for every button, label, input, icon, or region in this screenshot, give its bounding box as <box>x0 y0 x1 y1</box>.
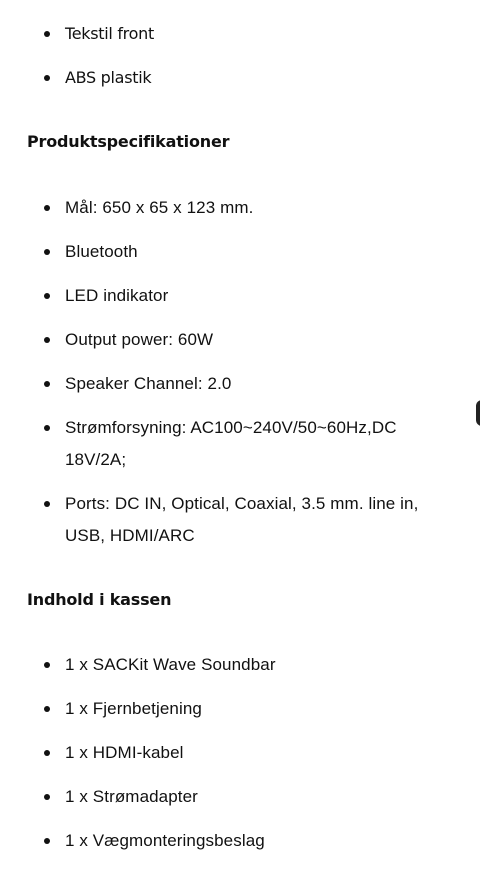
list-item: 1 x Fjernbetjening <box>0 693 480 725</box>
list-item: 1 x Strømadapter <box>0 781 480 813</box>
bullet-icon <box>44 794 50 800</box>
list-item: 1 x Vægmonteringsbeslag <box>0 825 480 857</box>
bullet-icon <box>44 337 50 343</box>
materials-list <box>0 18 480 94</box>
bullet-icon <box>44 249 50 255</box>
bullet-icon <box>44 750 50 756</box>
list-item: 1 x HDMI-kabel <box>0 737 480 769</box>
list-item: Output power: 60W <box>0 324 480 356</box>
specs-heading: Produktspecifikationer <box>27 132 230 151</box>
bullet-icon <box>44 425 50 431</box>
list-item: Bluetooth <box>0 236 480 268</box>
list-item: Tekstil front <box>0 18 480 50</box>
bullet-icon <box>44 501 50 507</box>
bullet-icon <box>44 293 50 299</box>
bullet-icon <box>44 75 50 81</box>
bullet-icon <box>44 706 50 712</box>
bullet-icon <box>44 31 50 37</box>
specs-list <box>0 192 480 552</box>
bullet-icon <box>44 838 50 844</box>
list-item: LED indikator <box>0 280 480 312</box>
box-contents-list <box>0 649 480 857</box>
box-contents-heading: Indhold i kassen <box>27 590 172 609</box>
bullet-icon <box>44 662 50 668</box>
bullet-icon <box>44 205 50 211</box>
list-item: Strømforsyning: AC100~240V/50~60Hz,DC 18V/2A; <box>0 412 480 476</box>
scroll-handle[interactable] <box>476 400 480 426</box>
list-item: ABS plastik <box>0 62 480 94</box>
bullet-icon <box>44 381 50 387</box>
list-item: 1 x SACKit Wave Soundbar <box>0 649 480 681</box>
list-item: Ports: DC IN, Optical, Coaxial, 3.5 mm. line in, USB, HDMI/ARC <box>0 488 480 552</box>
list-item: Mål: 650 x 65 x 123 mm. <box>0 192 480 224</box>
list-item: Speaker Channel: 2.0 <box>0 368 480 400</box>
